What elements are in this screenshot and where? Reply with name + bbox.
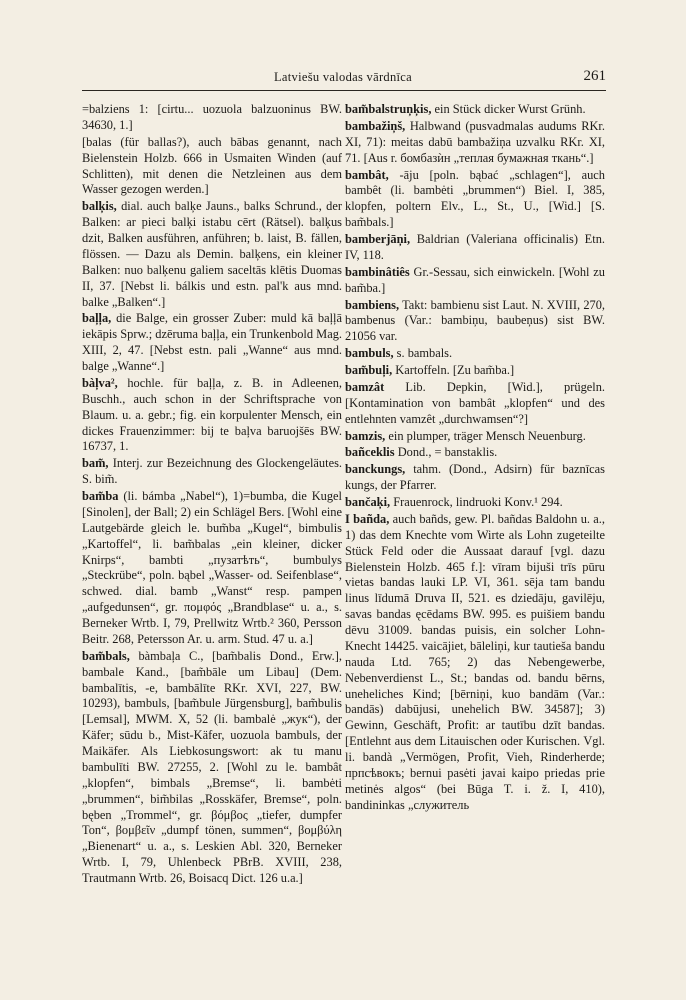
- entry-body: Interj. zur Bezeichnung des Glockengeläutes. S. bim̃.: [82, 456, 342, 487]
- entry-body: dial. auch balķe Jauns., balks Schrund., der Balken: ar pieci balķi istabu cērt (Rätsel). balķus dzit, Balken ausführen, anführen; b. laist, B. fällen, flössen. — Dazu als Demin. balķens, ein kleiner Balken: nuo balķenu galiem saceltās klētis Duomas II, 37. [Nebst li. bálkis und estn. pal'k aus mnd. balke „Balken“.]: [82, 199, 342, 309]
- entry-body: ein Stück dicker Wurst Grünh.: [434, 102, 586, 116]
- running-title: Latviešu valodas vārdnīca: [273, 70, 412, 84]
- entry-body: Dond., = banstaklis.: [397, 445, 498, 460]
- entry-headword: bam̃buļi,: [345, 363, 393, 377]
- entry-headword: bambinâtiês: [345, 264, 410, 279]
- entry-body: die Balge, ein grosser Zuber: muld kā baļļā iekāpis Sprw.; dzēruma baļļa, ein Trunkenbold Mag. XIII, 2, 47. [Nebst estn. pali „Wanne“ aus mnd. balge „Wanne“.]: [82, 311, 342, 373]
- entry-body: Baldrian (Valeriana officinalis) Etn. IV, 118.: [345, 232, 605, 262]
- dictionary-entry: [345, 265, 605, 297]
- dictionary-entry: [345, 462, 605, 494]
- entry-headword: I bañda,: [345, 511, 390, 526]
- dictionary-entry: [345, 346, 605, 362]
- entry-headword: bañceklis: [345, 445, 395, 460]
- entry-body: Takt: bambienu sist Laut. N. XVIII, 270, bambenus (Var.: bambiņu, baubeņus) sist BW. 21056 var.: [345, 297, 606, 344]
- entry-headword: bambât,: [345, 167, 389, 182]
- entry-headword: bam̃ba: [82, 489, 119, 503]
- dictionary-entry: [82, 649, 342, 887]
- left-column: [82, 102, 342, 888]
- entry-body: =balziens 1: [cirtu... uozuola balzuoninus BW. 34630, 1.]: [82, 102, 342, 132]
- entry-headword: bančaķi,: [345, 495, 391, 509]
- entry-body: [balas (für ballas?), auch bābas genannt, nach Bielenstein Holzb. 666 in Usmaiten Winden (auf Schlitten), mit denen die Netzleinen aus dem Wasser gezogen werden.]: [82, 134, 342, 197]
- entry-body: Halbwand (pusvadmalas audums RKr. XI, 71): meitas dabū bambažiņa uzvalku RKr. XI, 71. [Aus r. бомбазѝн „теплая бумажная ткань“.]: [345, 118, 605, 165]
- dictionary-entry: [345, 495, 605, 511]
- dictionary-entry: [82, 311, 342, 375]
- right-column: [345, 102, 605, 815]
- dictionary-entry: [345, 232, 605, 264]
- page-number: 261: [583, 68, 606, 84]
- dictionary-entry: [345, 512, 605, 814]
- entry-headword: bambuls,: [345, 346, 394, 361]
- entry-body: auch bañds, gew. Pl. bañdas Baldohn u. a., 1) das dem Knechte vom Wirte als Lohn zugeteilte Stück Feld oder die Aussaat darauf [vgl. dazu Bielenstein Holzb. 465 f.]: vīram bijuši trīs pūru vietas bandas lauki LP. VI, 361. sēja tam bandu linus līdumā Druva II, 521. es dziedāju, gavilēju, savas bandas ęcēdams BW. 995. es puišiem bandu dēvu 31009. bandas puisis, ein solcher Lohn-Knecht 14425. vaicājiet, bāleliņi, kur tautieša bandu nauda Ltd. 765; 2) das Nebengewerbe, Nebenverdienst L., St.; bandas od. bandu bērns, uneheliches Kind; [bērniņi, kuo bandām (Var.: bandās) dabūjusi, unehelich BW. 34587]; 3) Gewinn, Geschäft, Profit: ar tautību dzīt bandas. [Entlehnt aus dem Litauischen oder Kurischen. Vgl. li. bandà „Vermögen, Profit, Vieh, Rinderherde; прпсѣвокъ; bernui pasėti javai kaipo priedas prie metinės algos“ (bei Būga T. i. ž. I, 410), bandininkas „служитель: [345, 511, 605, 812]
- dictionary-entry: [345, 102, 605, 118]
- dictionary-entry: [345, 168, 605, 232]
- entry-body: Gr.-Sessau, sich einwickeln. [Wohl zu bam̃ba.]: [345, 264, 605, 295]
- entry-headword: bàļva²,: [82, 375, 118, 390]
- entry-headword: bam̃bals,: [82, 648, 130, 663]
- dictionary-entry: [345, 298, 605, 346]
- header-rule: [82, 90, 606, 91]
- dictionary-entry: [345, 119, 605, 167]
- entry-body: hochle. für baļļa, z. B. in Adleenen, Buschh., auch schon in der Schriftsprache von Blaum. u. a. gebr.; fig. ein korpulenter Mensch, ein dickes Frauenzimmer: bij te baļva baruojšēs BW. 16737, 1.: [82, 375, 342, 454]
- entry-headword: bambiens,: [345, 297, 400, 312]
- entry-body: Kartoffeln. [Zu bam̃ba.]: [395, 363, 515, 377]
- entry-body: -āju [poln. bąbać „schlagen“], auch bambêt (li. bambėti „brummen“) Biel. I, 385, klopfen, poltern Elv., L., St., U., [Wid.] [S. bam̃bals.]: [345, 167, 605, 230]
- entry-headword: bam̃,: [82, 456, 109, 471]
- dictionary-entry: [82, 489, 342, 648]
- entry-body: bàmbaļa C., [bam̃balis Dond., Erw.], bambale Kand., [bam̃bāle um Libau] (Dem. bambalītis, -e, bambālīte RKr. XVI, 227, BW. 10293), bambuls, [bam̃bule Jürgensburg], bam̃bulis [Lemsal], MWM. X, 52 (li. bambalė „жук“), der Käfer; sūdu b., Mist-Käfer, uozuola bambuls, der Maikäfer. Als Liebkosungswort: ak tu manu bambulīti BW. 27255, 2. [Wohl zu le. bambât „klopfen“, bimbals „Bremse“, li. bambėti „brummen“, bim̃bilas „Rosskäfer, Bremse“, poln. bęben „Trommel“, gr. βόμβος „tiefer, dumpfer Ton“, βομβεῖν „dumpf tönen, summen“, βομβύλη „Bienenart“ u. a., s. Leskien Abl. 320, Berneker Wrtb. I, 79, Uhlenbeck PBrB. XVIII, 238, Trautmann Wrtb. 26, Boisacq Dict. 126 u.a.]: [82, 648, 342, 885]
- dictionary-entry: [345, 429, 605, 445]
- dictionary-entry: [345, 445, 605, 461]
- dictionary-entry: [82, 102, 342, 134]
- entry-headword: balķis,: [82, 199, 117, 214]
- dictionary-entry: [82, 456, 342, 488]
- entry-headword: bamberjāņi,: [345, 232, 411, 246]
- entry-body: Frauenrock, lindruoki Konv.¹ 294.: [393, 495, 563, 509]
- entry-body: s. bambals.: [396, 346, 453, 361]
- entry-headword: baļļa,: [82, 311, 112, 326]
- dictionary-entry: [82, 135, 342, 199]
- dictionary-entry: [345, 380, 605, 428]
- entry-headword: bamzis,: [345, 428, 386, 443]
- entry-headword: bamzât: [345, 379, 385, 394]
- dictionary-entry: [82, 199, 342, 310]
- dictionary-entry: [82, 376, 342, 455]
- entry-body: tahm. (Dond., Adsirn) für baznīcas kungs, der Pfarrer.: [345, 462, 605, 493]
- entry-headword: banckungs,: [345, 462, 406, 477]
- dictionary-entry: [345, 363, 605, 379]
- entry-body: (li. bámba „Nabel“), 1)=bumba, die Kugel [Sinolen], der Ball; 2) ein Schlägel Bers. [Wohl eine Lautgebärde gleich le. bum̃ba „Kugel“, bimbulis „Kartoffel“, li. bam̃balas „ein kleiner, dicker Knirps“, bambti „пузатѣть“, bumbulys „Steckrübe“, poln. bąbel „Wasser- od. Seifenblase“, schwed. dial. bamb „Wanst“ resp. pampen „aufgedunsen“, gr. πομφός „Brandblase“ u. a., s. Berneker Wrtb. I, 79, Prellwitz Wrtb.² 360, Persson Beitr. 268, Petersson Ar. u. arm. Stud. 47 u. a.]: [82, 489, 342, 646]
- entry-headword: bambažiņš,: [345, 118, 406, 133]
- entry-headword: bam̃balstruņķis,: [345, 102, 432, 116]
- entry-body: ein plumper, träger Mensch Neuenburg.: [388, 428, 586, 443]
- entry-body: Lib. Depkin, [Wid.], prügeln. [Kontamination von bambât „klopfen“ und des entlehnten vamzêt „durchwamsen“?]: [345, 379, 605, 426]
